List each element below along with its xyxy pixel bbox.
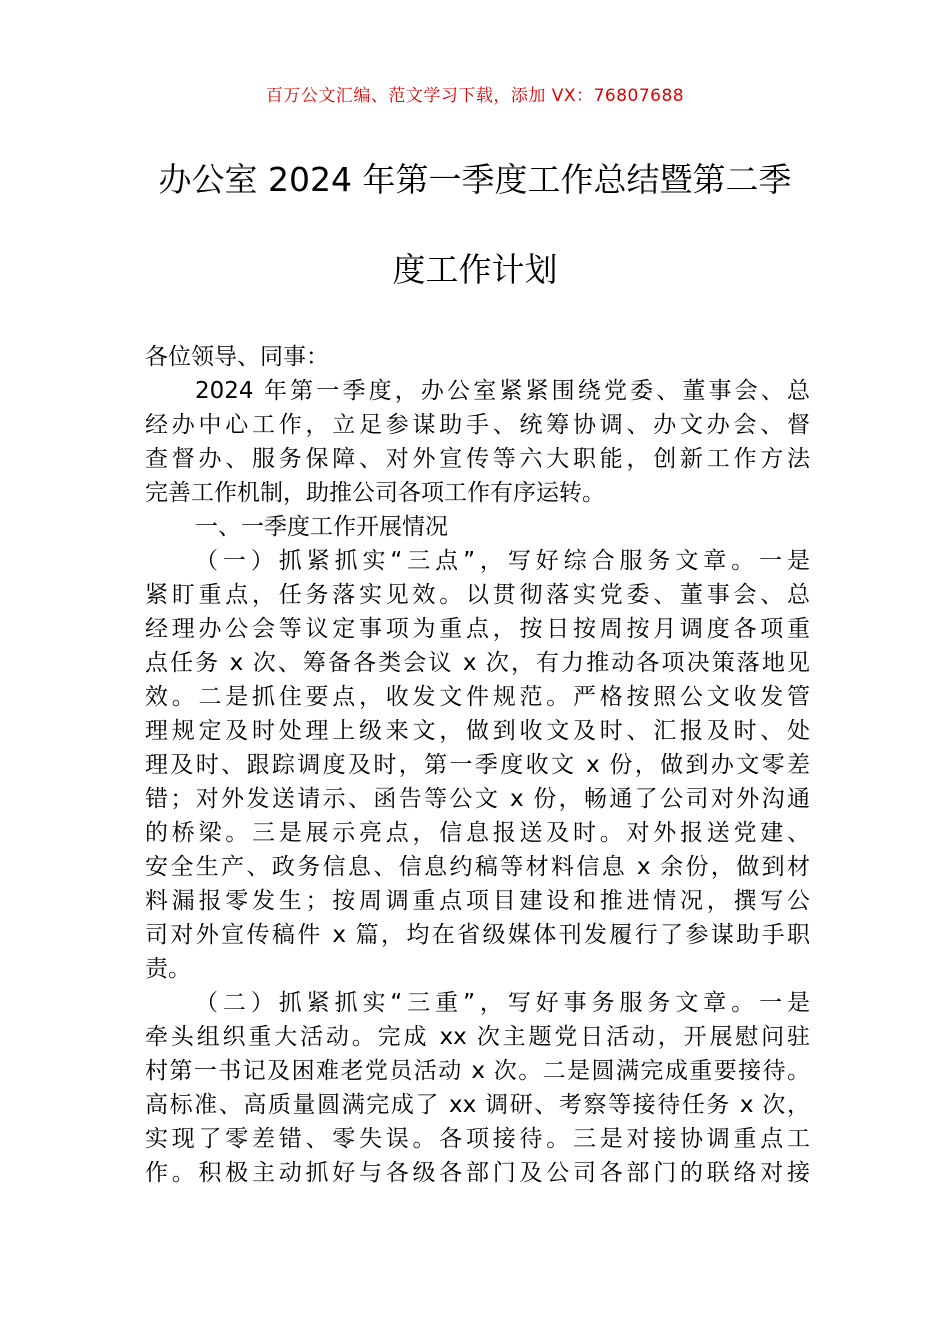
paragraph-line: 牵头组织重大活动。完成 xx 次主题党日活动，开展慰问驻 [145, 1024, 810, 1050]
document-title-line-1: 办公室 2024 年第一季度工作总结暨第二季 [158, 160, 792, 199]
document-body [145, 340, 810, 1190]
paragraph-line: 理及时、跟踪调度及时，第一季度收文 x 份，做到办文零差 [145, 752, 810, 778]
paragraph-line: 2024 年第一季度，办公室紧紧围绕党委、董事会、总 [195, 378, 810, 404]
paragraph-line: 查督办、服务保障、对外宣传等六大职能，创新工作方法 [145, 446, 810, 472]
paragraph-line: 理规定及时处理上级来文，做到收文及时、汇报及时、处 [145, 718, 810, 744]
paragraph-line: 点任务 x 次、筹备各类会议 x 次，有力推动各项决策落地见 [145, 650, 810, 676]
document-title-line-2: 度工作计划 [392, 250, 558, 289]
section-heading: 一、一季度工作开展情况 [195, 514, 448, 540]
paragraph-line: 作。积极主动抓好与各级各部门及公司各部门的联络对接 [145, 1160, 810, 1186]
paragraph-line: 的桥梁。三是展示亮点，信息报送及时。对外报送党建、 [145, 820, 810, 846]
paragraph-line: 紧盯重点，任务落实见效。以贯彻落实党委、董事会、总 [145, 582, 810, 608]
paragraph-section-1 [145, 544, 810, 986]
paragraph-line: 安全生产、政务信息、信息约稿等材料信息 x 余份，做到材 [145, 854, 810, 880]
paragraph-line: 效。二是抓住要点，收发文件规范。严格按照公文收发管 [145, 684, 810, 710]
salutation: 各位领导、同事： [145, 344, 329, 370]
paragraph-line: （二）抓紧抓实“三重”，写好事务服务文章。一是 [195, 990, 810, 1016]
paragraph-line: 责。 [145, 956, 191, 982]
paragraph-line: （一）抓紧抓实“三点”，写好综合服务文章。一是 [195, 548, 810, 574]
paragraph-intro [145, 374, 810, 510]
paragraph-line: 实现了零差错、零失误。各项接待。三是对接协调重点工 [145, 1126, 810, 1152]
paragraph-line: 经理办公会等议定事项为重点，按日按周按月调度各项重 [145, 616, 810, 642]
paragraph-section-2 [145, 986, 810, 1190]
paragraph-line: 料漏报零发生；按周调重点项目建设和推进情况，撰写公 [145, 888, 810, 914]
paragraph-line: 完善工作机制，助推公司各项工作有序运转。 [145, 480, 605, 506]
paragraph-line: 高标准、高质量圆满完成了 xx 调研、考察等接待任务 x 次， [145, 1092, 811, 1118]
paragraph-line: 村第一书记及困难老党员活动 x 次。二是圆满完成重要接待。 [145, 1058, 810, 1084]
paragraph-line: 经办中心工作，立足参谋助手、统筹协调、办文办会、督 [145, 412, 810, 438]
paragraph-line: 错；对外发送请示、函告等公文 x 份，畅通了公司对外沟通 [145, 786, 810, 812]
paragraph-line: 司对外宣传稿件 x 篇，均在省级媒体刊发履行了参谋助手职 [145, 922, 810, 948]
watermark-text: 百万公文汇编、范文学习下载，添加 VX：76807688 [265, 86, 685, 106]
